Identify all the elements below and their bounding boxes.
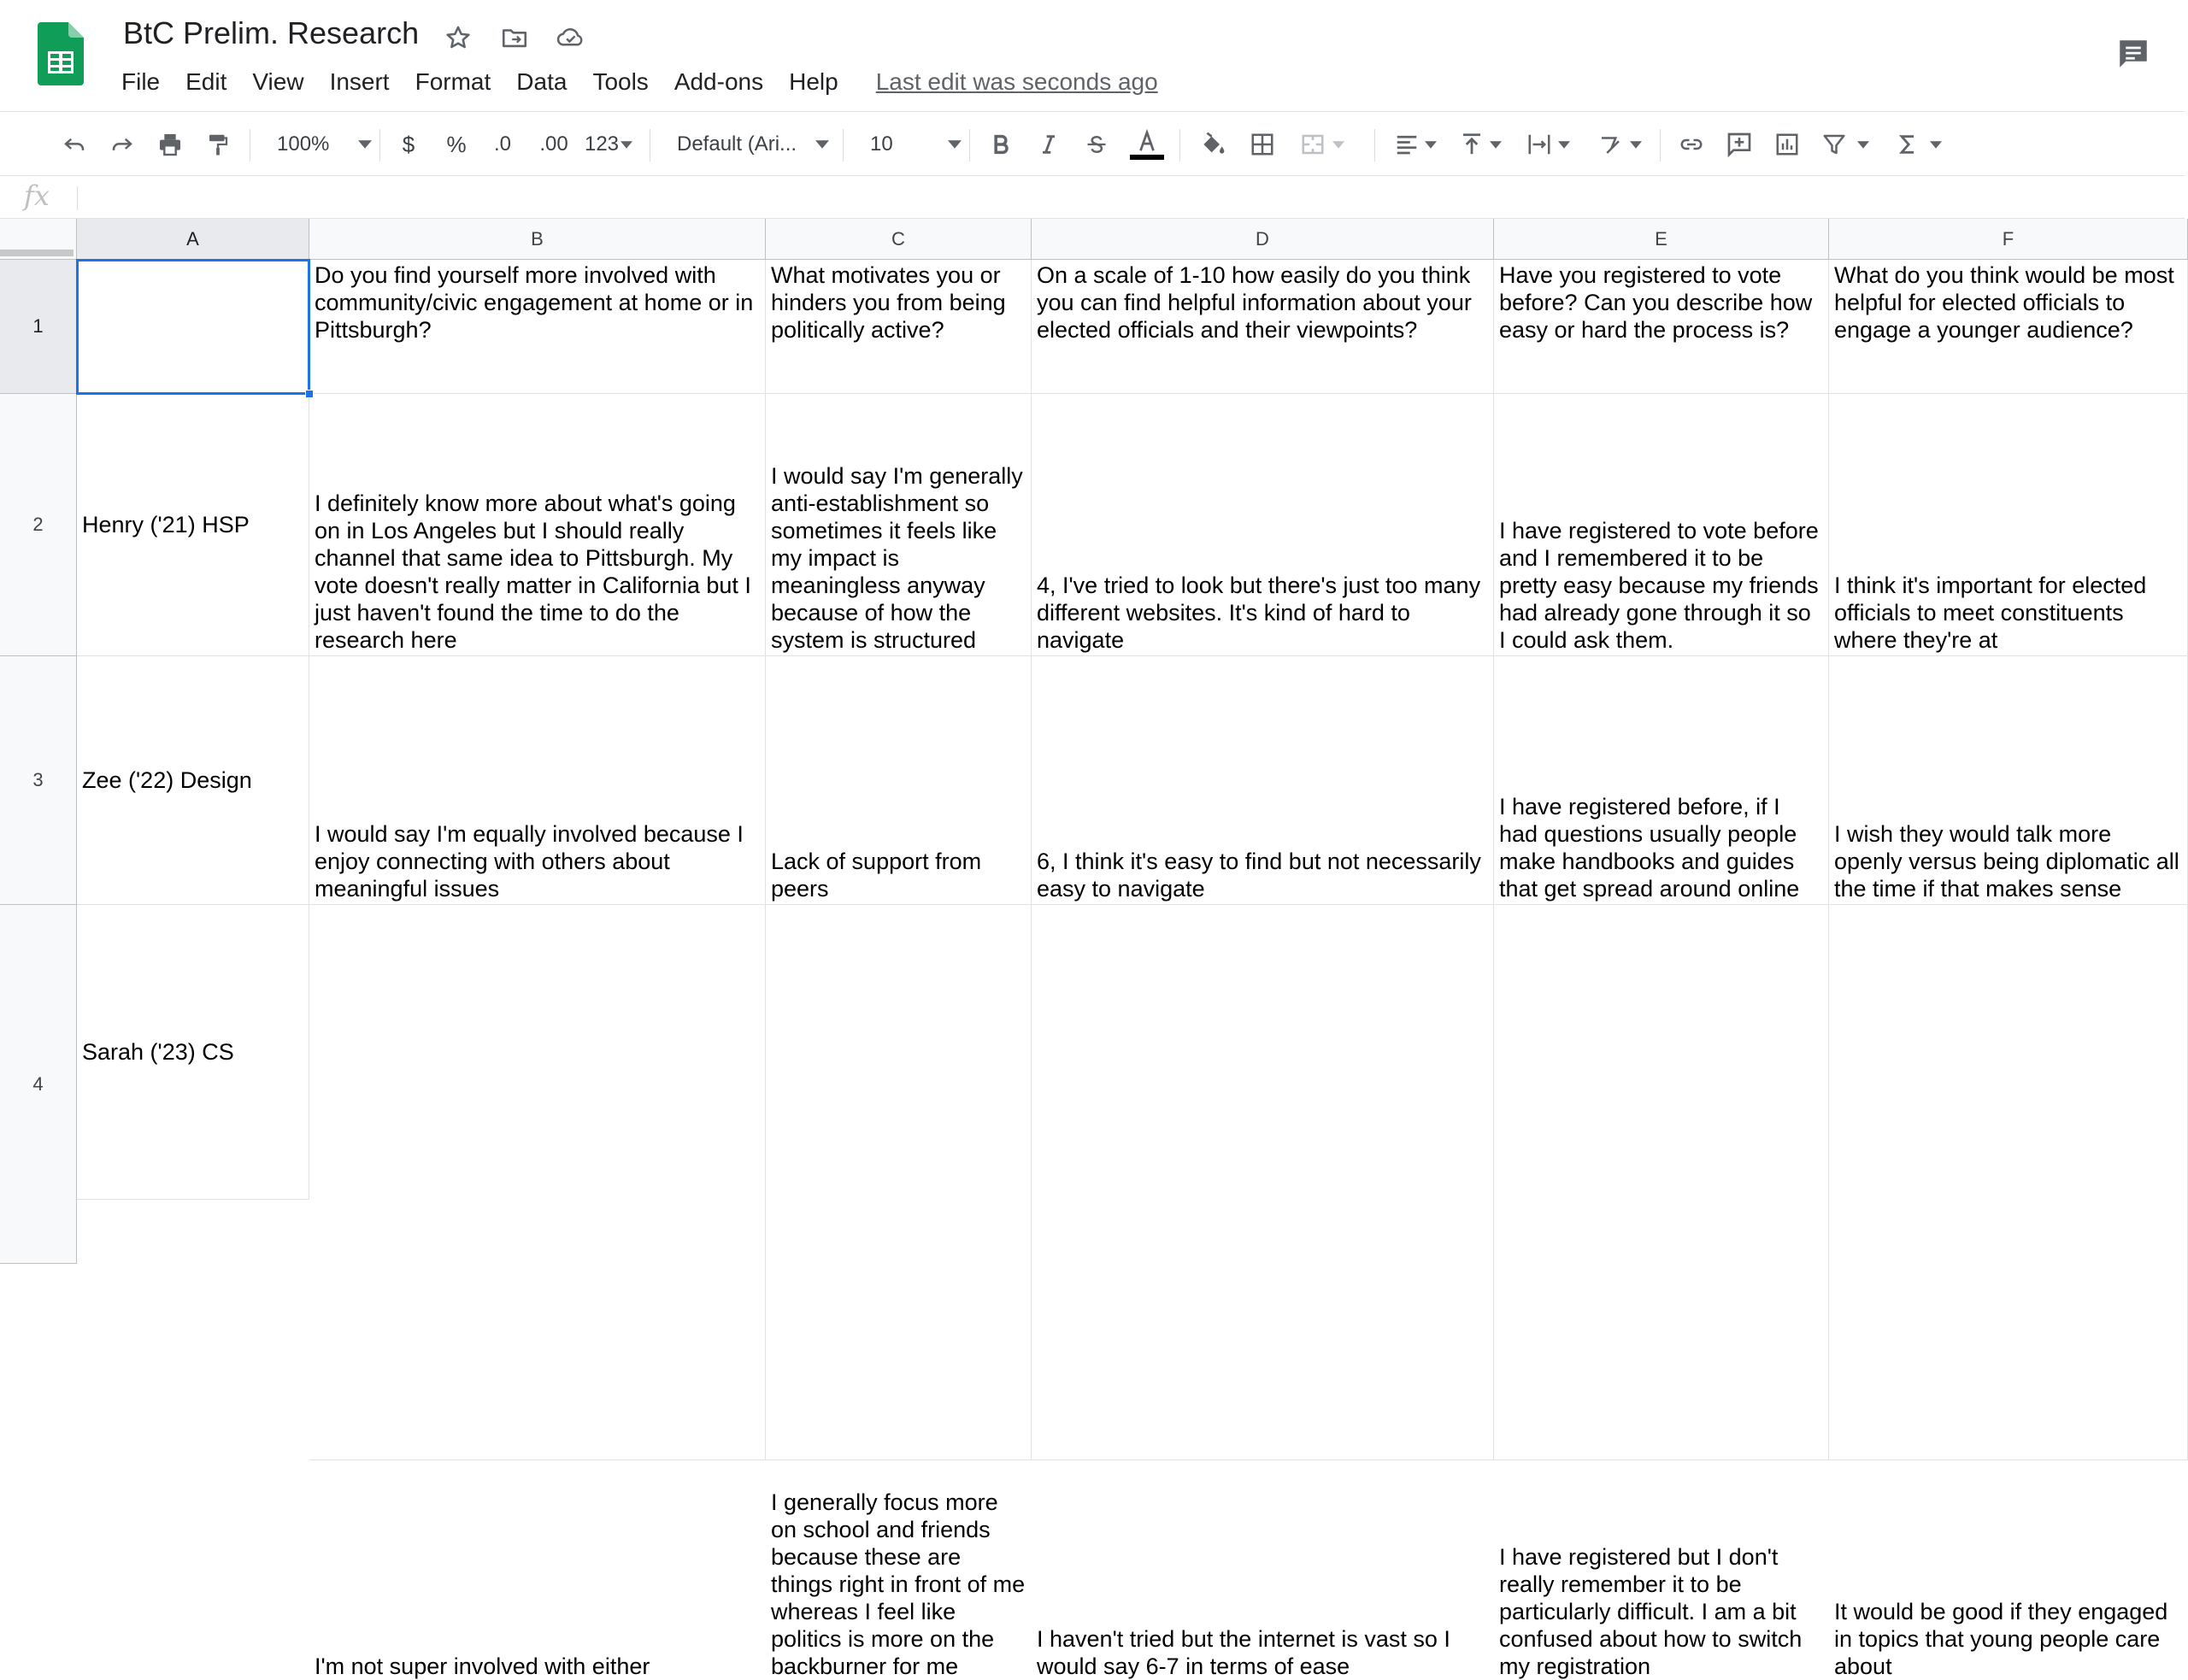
frozen-divider [0,250,74,256]
fill-color-icon[interactable] [1193,112,1232,177]
cell-e1[interactable]: Have you registered to vote before? Can you describe how easy or hard the process is? [1494,260,1829,394]
currency-label: $ [402,131,415,157]
row-header-3[interactable]: 3 [0,656,77,905]
chevron-down-icon [1857,141,1869,149]
title-bar [0,0,2185,109]
toolbar-divider [1374,129,1375,162]
formula-divider [77,186,78,210]
select-all-corner[interactable] [0,219,77,260]
cell-b4-text: I'm not super involved with either [315,1654,650,1679]
font-family-value: Default (Ari... [677,132,797,156]
increase-decimal-button[interactable] [532,112,576,177]
cell-d3-text: 6, I think it's easy to find but not necessarily easy to navigate [1037,849,1481,902]
cell-b4[interactable] [309,905,766,1679]
insert-link-icon[interactable] [1672,112,1711,177]
zoom-value: 100% [277,132,330,156]
formula-input[interactable] [85,183,2171,212]
toolbar-divider [1660,129,1661,162]
increase-decimal-label: .00 [539,132,568,156]
cell-d2-text: 4, I've tried to look but there's just too many different websites. It's kind of hard to navigate [1037,573,1481,653]
toolbar-divider [969,129,970,162]
row-header-4[interactable]: 4 [0,905,77,1264]
cell-d2[interactable] [1032,394,1494,656]
comments-icon[interactable] [2114,36,2156,73]
font-size-value: 10 [870,132,893,156]
cell-d3[interactable] [1032,656,1494,905]
menu-help[interactable]: Help [789,68,838,95]
menu-format[interactable]: Format [415,68,491,95]
column-header-f[interactable]: F [1829,219,2188,260]
menu-data[interactable]: Data [516,68,568,95]
text-color-swatch [1130,155,1164,160]
decrease-decimal-label: .0 [493,132,511,156]
chevron-down-icon [1630,141,1642,149]
merge-cells-icon[interactable] [1291,112,1352,177]
chevron-down-icon [815,140,829,149]
menu-edit[interactable]: Edit [185,68,227,95]
cell-c1[interactable]: What motivates you or hinders you from being politically active? [766,260,1032,394]
cell-a2[interactable]: Henry ('21) HSP [77,394,309,656]
cell-e3[interactable] [1494,656,1829,905]
font-size-select[interactable] [858,112,961,177]
sheets-logo-icon[interactable] [38,22,84,85]
menu-view[interactable]: View [252,68,304,95]
cell-b2-text: I definitely know more about what's going on in Los Angeles but I should really channel that same idea to Pittsburgh. My vote doesn't really matter in California but I just haven't found the time to do the research here [315,490,751,653]
zoom-select[interactable] [265,112,376,177]
cell-b2[interactable] [309,394,766,656]
cell-c2-text: I would say I'm generally anti-establishment so sometimes it feels like my impact is meaningless anyway because of how the system is structured [771,463,1023,653]
row-header-2[interactable]: 2 [0,394,77,656]
spreadsheet-grid [0,219,2185,1679]
borders-icon[interactable] [1243,112,1282,177]
chevron-down-icon [1558,141,1570,149]
format-percent-button[interactable] [438,112,475,177]
italic-icon[interactable] [1031,112,1067,177]
cell-a4[interactable]: Sarah ('23) CS [77,905,309,1200]
cloud-saved-icon[interactable] [554,21,588,55]
redo-icon[interactable] [103,112,142,177]
text-color-icon[interactable] [1126,112,1168,177]
cell-e3-text: I have registered before, if I had questions usually people make handbooks and guides that get spread around online [1499,794,1800,902]
vertical-align-icon[interactable] [1453,112,1508,177]
functions-icon[interactable] [1889,112,1949,177]
bold-icon[interactable] [983,112,1019,177]
column-header-b[interactable]: B [309,219,766,260]
fx-icon: fx [24,179,50,212]
column-header-c[interactable]: C [766,219,1032,260]
paint-format-icon[interactable] [198,112,238,177]
cell-b1[interactable]: Do you find yourself more involved with community/civic engagement at home or in Pittsburgh? [309,260,766,394]
menu-bar [121,67,1158,97]
filter-icon[interactable] [1815,112,1875,177]
column-header-a[interactable]: A [77,219,309,260]
chevron-down-icon [1425,141,1437,149]
more-formats-label: 123 [584,132,620,156]
undo-icon[interactable] [55,112,94,177]
cell-d4-text: I haven't tried but the internet is vast so I would say 6-7 in terms of ease [1037,1626,1450,1679]
cell-c4-text: I generally focus more on school and friends because these are things right in front of me whereas I feel like politics is more on the backburner for me [771,1489,1026,1679]
percent-label: % [446,131,467,157]
menu-file[interactable]: File [121,68,161,95]
horizontal-align-icon[interactable] [1388,112,1443,177]
title-actions [441,21,588,55]
text-rotation-icon[interactable] [1588,112,1650,177]
cell-f1[interactable]: What do you think would be most helpful for elected officials to engage a younger audience? [1829,260,2188,394]
toolbar-divider [1179,129,1180,162]
cell-c2[interactable] [766,394,1032,656]
insert-comment-icon[interactable] [1720,112,1759,177]
cell-f2[interactable] [1829,394,2188,656]
chevron-down-icon [358,140,372,149]
cell-f3-text: I wish they would talk more openly versus being diplomatic all the time if that makes sense [1834,821,2179,902]
cell-c3[interactable] [766,656,1032,905]
document-title[interactable]: BtC Prelim. Research [123,15,420,50]
cell-c3-text: Lack of support from peers [771,849,982,902]
column-header-d[interactable]: D [1032,219,1494,260]
move-folder-icon[interactable] [497,21,532,55]
strikethrough-icon[interactable] [1079,112,1115,177]
formula-bar [0,176,2185,219]
cell-f2-text: I think it's important for elected officials to meet constituents where they're at [1834,573,2147,653]
print-icon[interactable] [150,112,190,177]
toolbar-divider [843,129,844,162]
toolbar-divider [379,129,380,162]
cell-f4[interactable] [1829,905,2188,1679]
chevron-down-icon [621,141,632,149]
cell-f4-text: It would be good if they engaged in topics that young people care about [1834,1599,2168,1679]
cell-e2-text: I have registered to vote before and I remembered it to be pretty easy because my friends had already gone through it so I could ask them. [1499,518,1819,653]
insert-chart-icon[interactable] [1767,112,1807,177]
chevron-down-icon [1930,141,1942,149]
more-formats-button[interactable] [579,112,638,177]
cell-b3-text: I would say I'm equally involved because I enjoy connecting with others about meaningful issues [315,821,744,902]
cell-a3[interactable]: Zee ('22) Design [77,656,309,905]
column-header-e[interactable]: E [1494,219,1829,260]
cell-d4[interactable] [1032,905,1494,1679]
last-edit-link[interactable]: Last edit was seconds ago [875,68,1158,95]
cell-e4-text: I have registered but I don't really remember it to be particularly difficult. I am a bit confused about how to switch my registration [1499,1544,1803,1679]
text-wrapping-icon[interactable] [1520,112,1576,177]
cell-f3[interactable] [1829,656,2188,905]
menu-tools[interactable]: Tools [592,68,649,95]
cell-c4[interactable] [766,905,1032,1679]
cell-e2[interactable] [1494,394,1829,656]
chevron-down-icon [1332,141,1344,149]
chevron-down-icon [1490,141,1502,149]
cell-a1[interactable] [77,260,309,394]
cell-e4[interactable] [1494,905,1829,1679]
cell-d1[interactable]: On a scale of 1-10 how easily do you think you can find helpful information about your elected officials and their viewpoints? [1032,260,1494,394]
star-icon[interactable] [441,21,475,55]
chevron-down-icon [948,140,962,149]
menu-insert[interactable]: Insert [329,68,390,95]
font-family-select[interactable] [665,112,836,177]
decrease-decimal-button[interactable] [484,112,521,177]
fill-handle[interactable] [305,390,314,398]
cell-b3[interactable] [309,656,766,905]
toolbar [0,111,2185,176]
menu-add-ons[interactable]: Add-ons [673,68,764,95]
row-header-1[interactable]: 1 [0,260,77,394]
format-currency-button[interactable] [391,112,426,177]
